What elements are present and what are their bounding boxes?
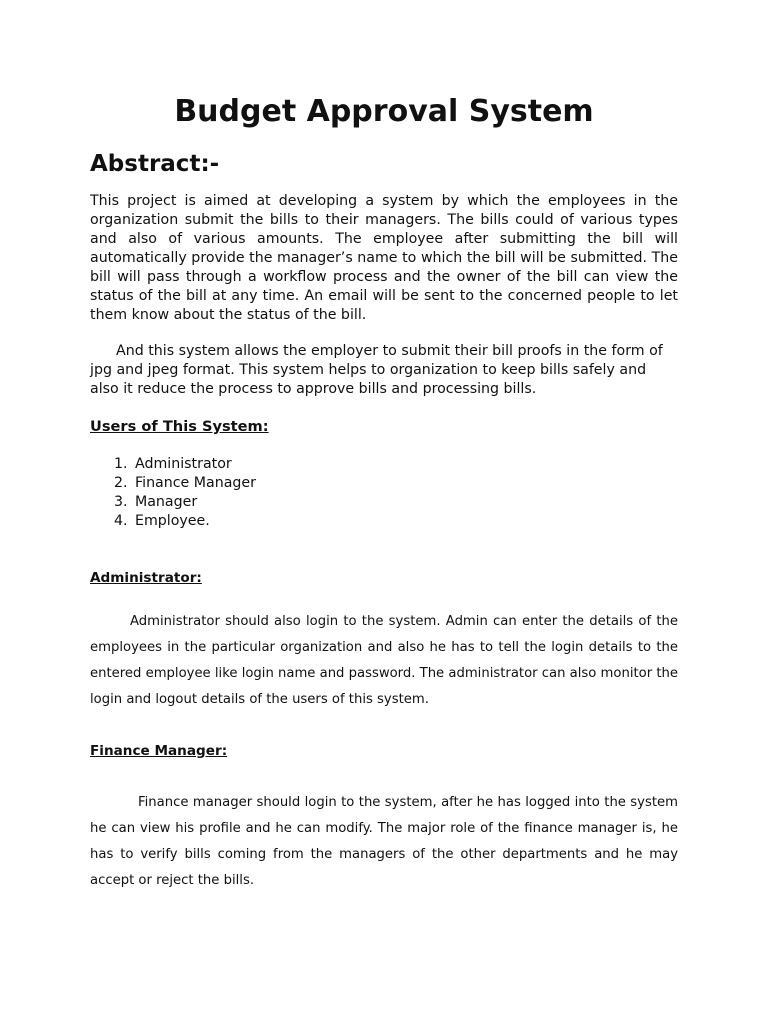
list-item <box>114 455 256 474</box>
document-title: Budget Approval System <box>174 94 594 129</box>
finance-manager-heading: Finance Manager: <box>90 743 228 759</box>
administrator-heading: Administrator: <box>90 570 202 586</box>
list-item <box>114 474 256 493</box>
list-item-number: 4. <box>114 513 128 529</box>
abstract-paragraph-1: This project is aimed at developing a system by which the employees in the organization submit the bills to their managers. The bills could of various types and also of various amounts. The employee after submitting the bill will automatically provide the manager’s name to which the bill will be submitted. The bill will pass through a workflow process and the owner of the bill can view the status of the bill at any time. An email will be sent to the concerned people to let them know about the status of the bill. <box>90 193 678 323</box>
list-item-number: 1. <box>114 456 128 472</box>
list-item-label: Finance Manager <box>135 475 256 491</box>
document-page <box>90 0 678 1024</box>
administrator-paragraph: Administrator should also login to the system. Admin can enter the details of the employees in the particular organization and also he has to tell the login details to the entered employee like login name and password. The administrator can also monitor the login and logout details of the users of this system. <box>90 614 678 707</box>
list-item-number: 3. <box>114 494 128 510</box>
list-item-label: Employee. <box>135 513 210 529</box>
list-item-label: Administrator <box>135 456 232 472</box>
users-list <box>114 455 256 531</box>
abstract-heading: Abstract:- <box>90 151 220 177</box>
list-item-label: Manager <box>135 494 198 510</box>
list-item <box>114 512 256 531</box>
users-heading: Users of This System: <box>90 418 269 435</box>
list-item-number: 2. <box>114 475 128 491</box>
list-item <box>114 493 256 512</box>
finance-manager-paragraph: Finance manager should login to the system, after he has logged into the system he can view his profile and he can modify. The major role of the finance manager is, he has to verify bills coming from the managers of the other departments and he may accept or reject the bills. <box>90 795 678 888</box>
abstract-paragraph-2: And this system allows the employer to submit their bill proofs in the form of jpg and jpeg format. This system helps to organization to keep bills safely and also it reduce the process to approve bills and processing bills. <box>90 343 663 397</box>
